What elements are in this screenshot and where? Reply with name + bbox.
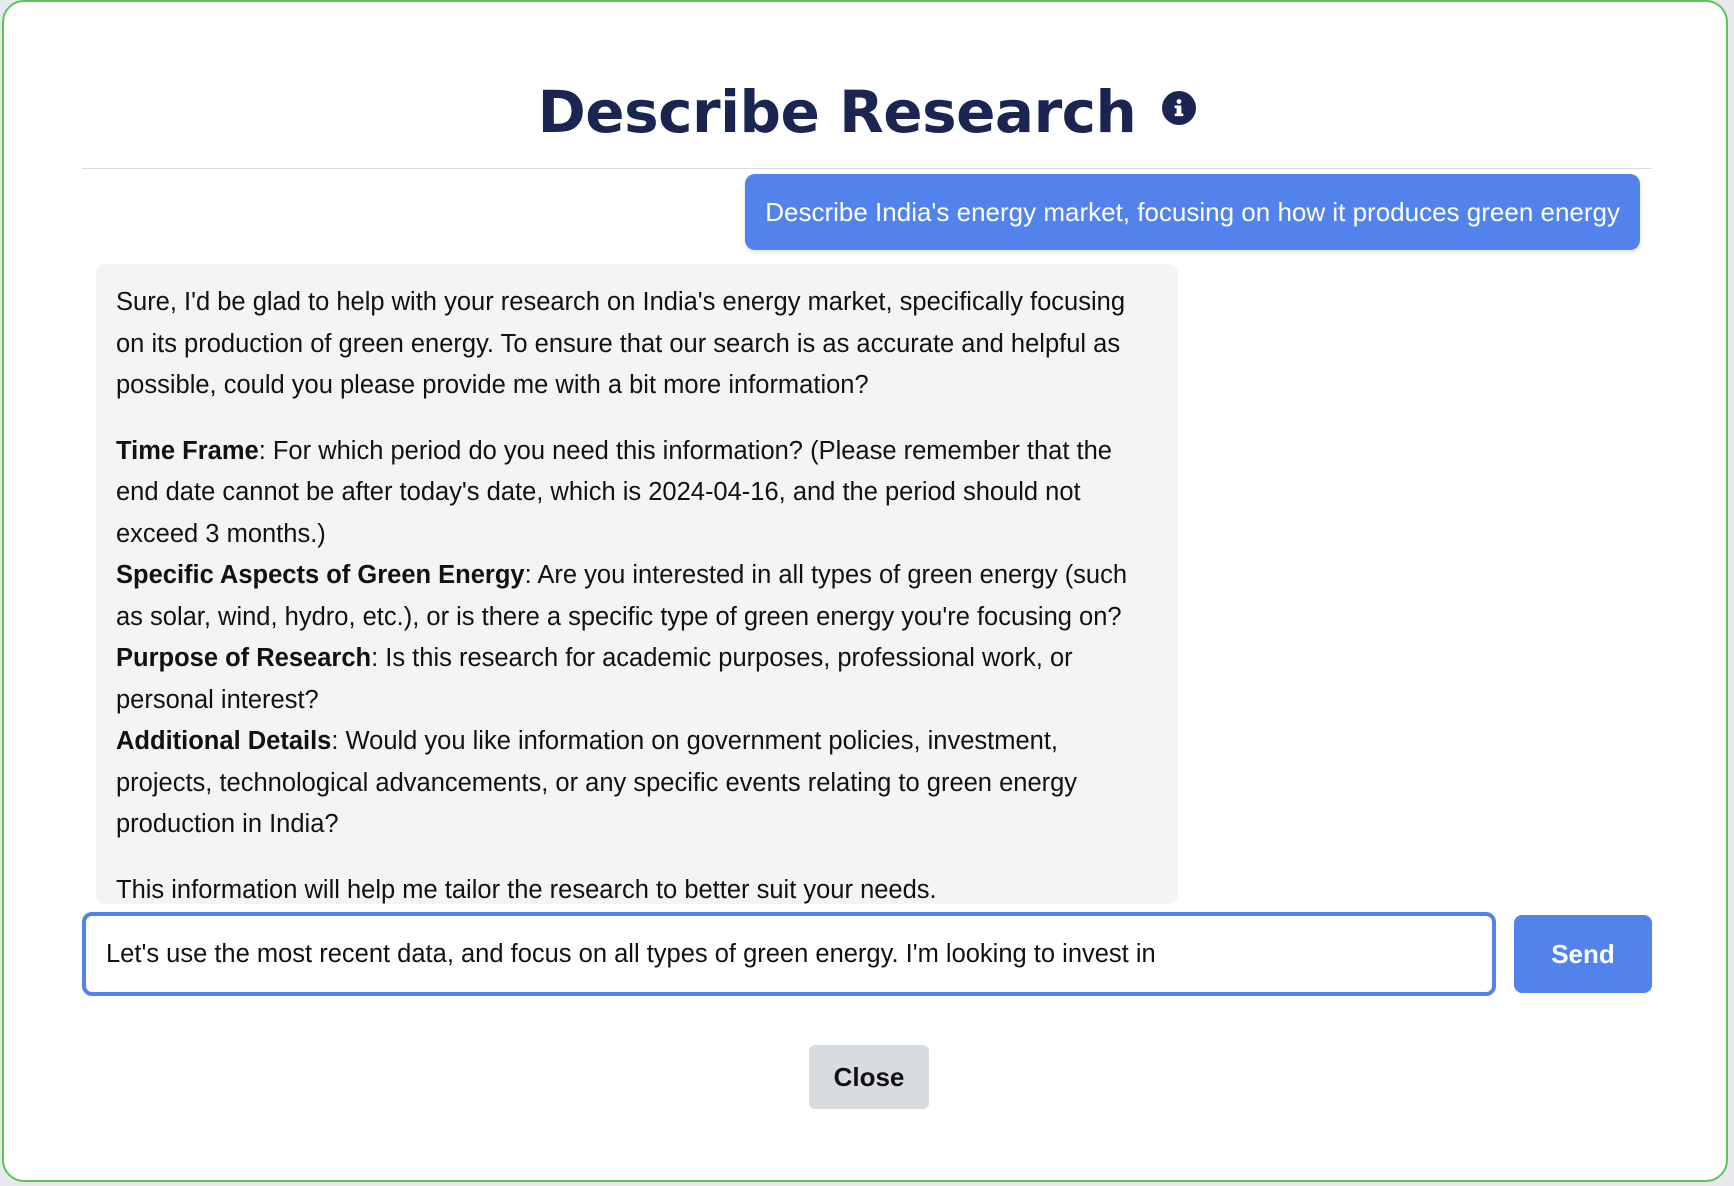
list-item: [116, 638, 1158, 721]
list-item-label: Additional Details: [116, 727, 332, 755]
assistant-question-list: [116, 431, 1158, 846]
list-item-label: Time Frame: [116, 436, 259, 465]
assistant-outro: This information will help me tailor the research to better suit your needs.: [116, 875, 937, 904]
chat-messages[interactable]: [82, 170, 1652, 904]
list-item-text: : For which period do you need this information? (Please remember that the end date cannot be after today's date, which is 2024-04-16, and the period should not exceed 3 months.): [116, 436, 1112, 548]
assistant-intro: Sure, I'd be glad to help with your research on India's energy market, specifically focusing on its production of green energy. To ensure that our search is as accurate and helpful as possible, could you please provide me with a bit more information?: [116, 288, 1126, 399]
list-item-text: : Are you interested in all types of green energy (such as solar, wind, hydro, etc.), or is there a specific type of green energy you're focusing on?: [116, 561, 1128, 631]
list-item-text: : Is this research for academic purposes, professional work, or personal interest?: [116, 644, 1073, 714]
list-item: [116, 431, 1158, 556]
user-message-bubble: Describe India's energy market, focusing on how it produces green energy: [745, 174, 1640, 250]
send-button[interactable]: Send: [1514, 915, 1652, 993]
message-input-row: [82, 912, 1652, 996]
message-input[interactable]: [82, 912, 1496, 996]
assistant-message-bubble: [96, 264, 1178, 904]
info-icon[interactable]: [1162, 91, 1196, 125]
list-item: [116, 555, 1158, 638]
list-item-text: : Would you like information on government policies, investment, projects, technological advancements, or any specific events relating to green energy production in India?: [116, 727, 1078, 838]
modal-header: [82, 62, 1652, 169]
describe-research-modal: [2, 0, 1728, 1182]
list-item-label: Purpose of Research: [116, 644, 372, 672]
modal-title: Describe Research: [537, 78, 1137, 146]
close-button[interactable]: Close: [809, 1045, 929, 1109]
list-item: [116, 721, 1158, 846]
title-row: [82, 78, 1652, 146]
list-item-label: Specific Aspects of Green Energy: [116, 561, 525, 589]
